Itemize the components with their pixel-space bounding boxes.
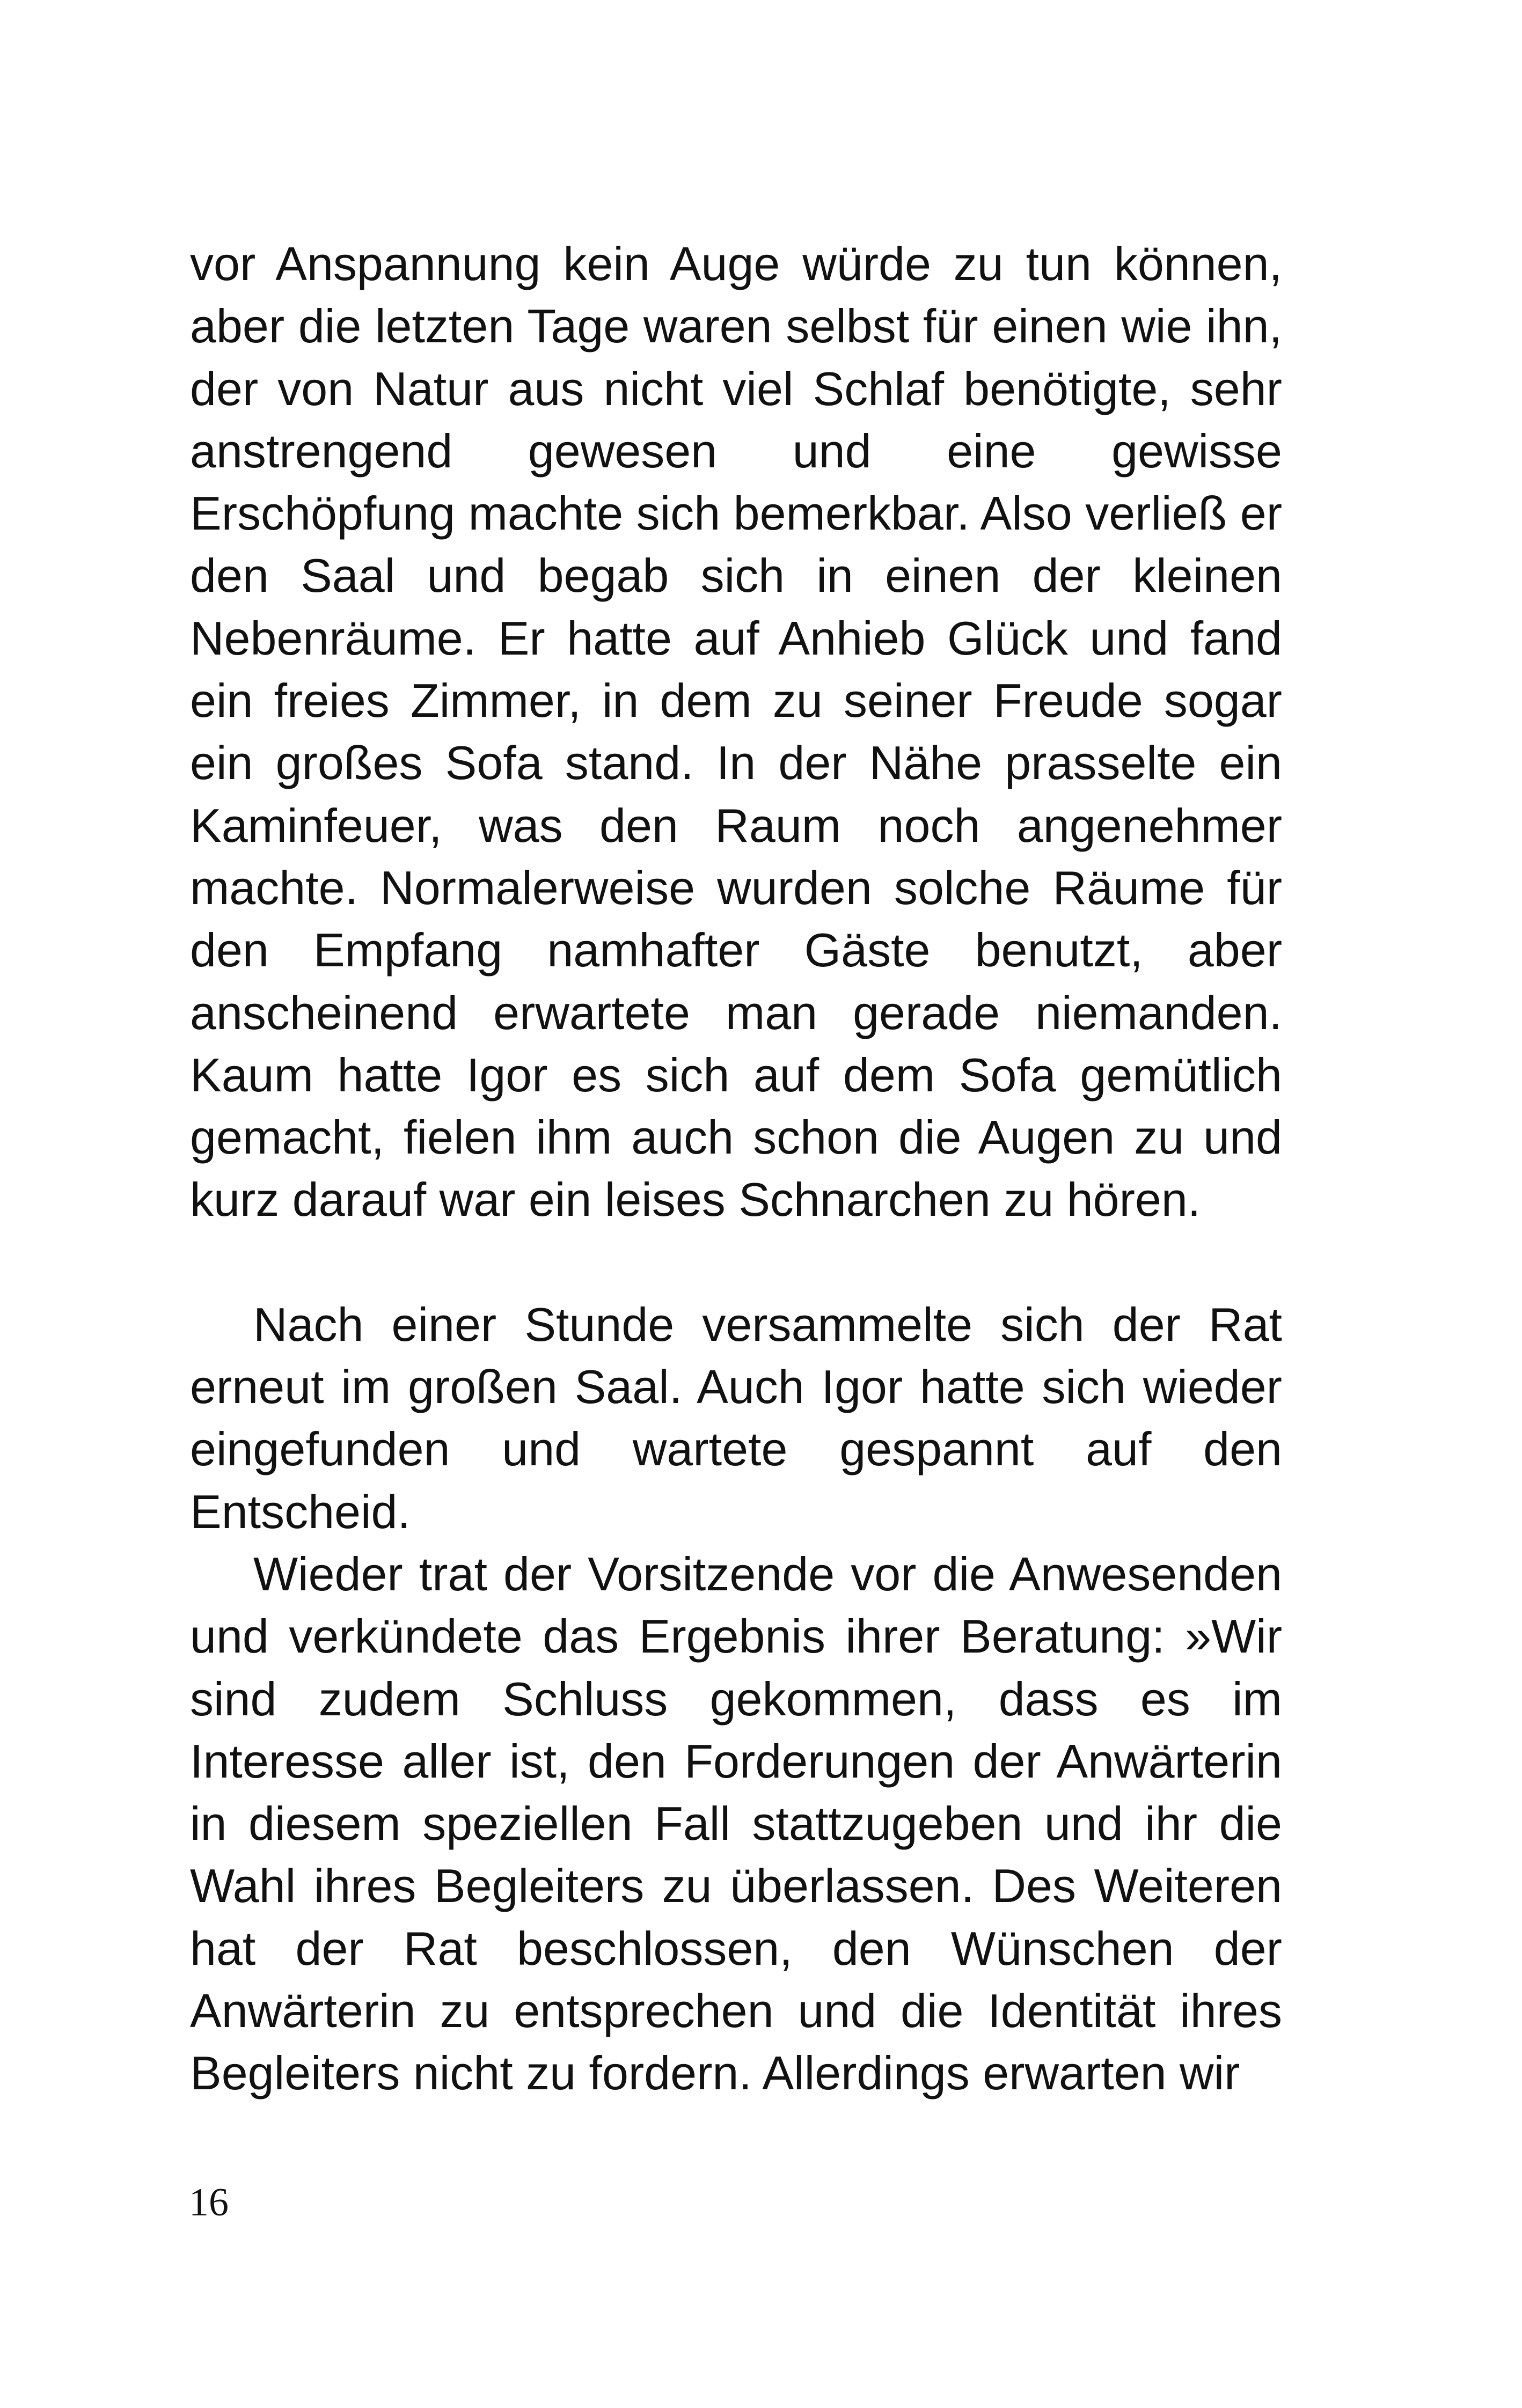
paragraph: Nach einer Stunde versammelte sich der Rat erneut im großen Saal. Auch Igor hatte sich wieder eingefunden und wartete gespannt auf den Entscheid. <box>190 1297 1282 1538</box>
paragraph: Wieder trat der Vorsitzende vor die Anwesenden und verkündete das Ergebnis ihrer Beratung: »Wir sind zudem Schluss gekommen, dass es im Interesse aller ist, den Forderungen der Anwärterin in diesem speziellen Fall stattzugeben und ihr die Wahl ihres Begleiters zu überlassen. Des Weiteren hat der Rat beschlossen, den Wünschen der Anwärterin zu entsprechen und die Identität ihres Begleiters nicht zu fordern. Allerdings erwarten wir <box>190 1547 1282 2100</box>
body-text <box>190 233 1282 2105</box>
paragraph: vor Anspannung kein Auge würde zu tun können, aber die letzten Tage waren selbst für einen wie ihn, der von Natur aus nicht viel Schlaf benötigte, sehr anstrengend gewesen und eine gewisse Erschöpfung machte sich bemerkbar. Also verließ er den Saal und begab sich in einen der kleinen Nebenräume. Er hatte auf Anhieb Glück und fand ein freies Zimmer, in dem zu seiner Freude sogar ein großes Sofa stand. In der Nähe prasselte ein Kaminfeuer, was den Raum noch angenehmer machte. Normalerweise wurden solche Räume für den Empfang namhafter Gäste benutzt, aber anscheinend erwartete man gerade niemanden. Kaum hatte Igor es sich auf dem Sofa gemütlich gemacht, fielen ihm auch schon die Augen zu und kurz darauf war ein leises Schnarchen zu hören. <box>190 237 1282 1227</box>
page-number: 16 <box>189 2181 229 2225</box>
